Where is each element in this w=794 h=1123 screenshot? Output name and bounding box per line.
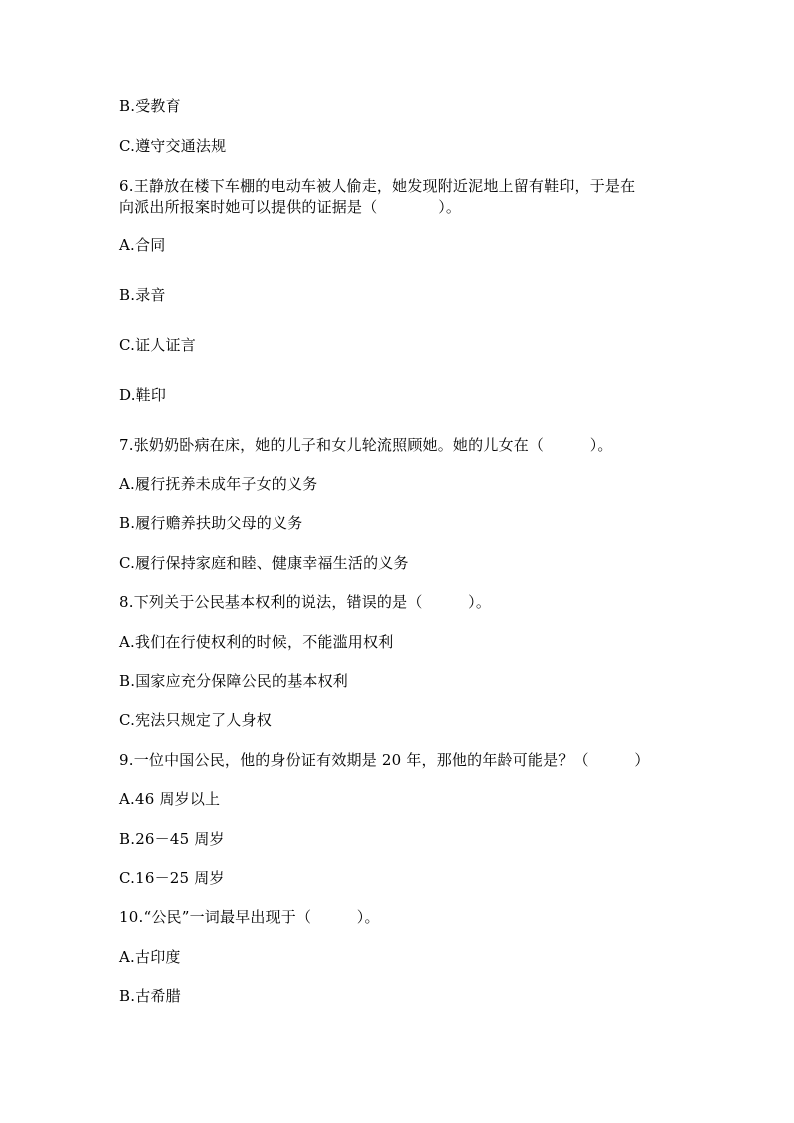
option-line: A.我们在行使权利的时候，不能滥用权利 xyxy=(119,633,394,651)
question-line: 8.下列关于公民基本权利的说法，错误的是（ ）。 xyxy=(119,593,492,611)
option-line: D.鞋印 xyxy=(119,386,167,404)
option-line: A.履行抚养未成年子女的义务 xyxy=(119,475,318,493)
option-line: C.证人证言 xyxy=(119,336,196,354)
option-line: B.录音 xyxy=(119,286,166,304)
option-line: A.古印度 xyxy=(119,948,181,966)
option-line: C.履行保持家庭和睦、健康幸福生活的义务 xyxy=(119,554,409,572)
option-line: B.履行赡养扶助父母的义务 xyxy=(119,514,303,532)
question-line: 10.“公民”一词最早出现于（ ）。 xyxy=(119,908,380,926)
question-line: 7.张奶奶卧病在床，她的儿子和女儿轮流照顾她。她的儿女在（ ）。 xyxy=(119,436,613,454)
option-line: B.国家应充分保障公民的基本权利 xyxy=(119,672,348,690)
question-line: 向派出所报案时她可以提供的证据是（ ）。 xyxy=(119,198,462,216)
question-line: 6.王静放在楼下车棚的电动车被人偷走，她发现附近泥地上留有鞋印，于是在 xyxy=(119,177,636,195)
option-line: C.遵守交通法规 xyxy=(119,137,227,155)
option-line: C.16－25 周岁 xyxy=(119,869,225,887)
question-line: 9.一位中国公民，他的身份证有效期是 20 年，那他的年龄可能是？（ ） xyxy=(119,751,650,769)
option-line: B.26－45 周岁 xyxy=(119,830,225,848)
option-line: A.合同 xyxy=(119,236,166,254)
option-line: B.受教育 xyxy=(119,97,181,115)
option-line: B.古希腊 xyxy=(119,987,181,1005)
option-line: C.宪法只规定了人身权 xyxy=(119,711,272,729)
option-line: A.46 周岁以上 xyxy=(119,790,221,808)
